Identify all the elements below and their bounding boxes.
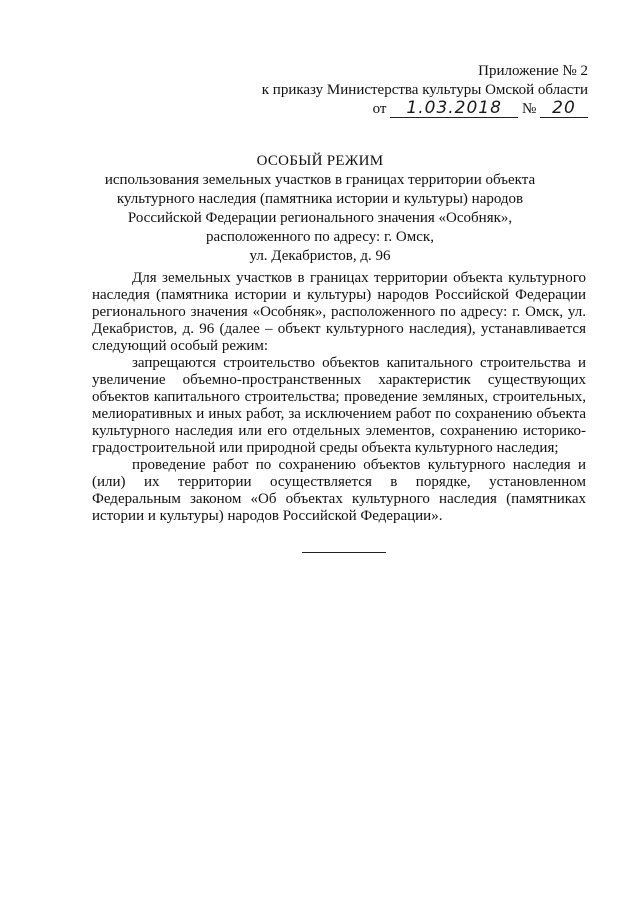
- appendix-number: Приложение № 2: [478, 63, 588, 79]
- body-paragraph-prohibitions: запрещаются строительство объектов капитального строительства и увеличение объемно-пространственных характеристик существующих объектов капитального строительства; проведение земляных, строительных, мелиоративных и иных работ, за исключением работ по сохранению объекта культурного наследия или его отдельных элементов, сохранению историко-градостроительной или природной среды объекта культурного наследия;: [92, 355, 586, 456]
- number-prefix: №: [521, 101, 537, 117]
- order-date-field: [390, 100, 518, 118]
- body-paragraph-conservation: проведение работ по сохранению объектов культурного наследия и (или) их территории осуществляется в порядке, установленном Федеральным законом «Об объектах культурного наследия (памятниках истории и культуры) народов Российской Федерации».: [92, 457, 586, 524]
- title-line-3: Российской Федерации регионального значения «Особняк»,: [127, 210, 513, 226]
- order-date-line: [262, 100, 588, 122]
- date-prefix: от: [372, 101, 387, 117]
- document-body: [92, 270, 586, 525]
- order-number-handwritten: 20: [552, 98, 576, 118]
- document-title: ОСОБЫЙ РЕЖИМ: [256, 153, 384, 169]
- title-line-1: использования земельных участков в границах территории объекта: [104, 172, 536, 188]
- order-number-field: [540, 100, 588, 118]
- title-line-5: ул. Декабристов, д. 96: [249, 248, 391, 264]
- title-line-2: культурного наследия (памятника истории и культуры) народов: [116, 191, 524, 207]
- appendix-header: [262, 62, 588, 122]
- document-title-block: [60, 152, 580, 266]
- title-line-4: расположенного по адресу: г. Омск,: [206, 229, 434, 245]
- body-paragraph-intro: Для земельных участков в границах территории объекта культурного наследия (памятника истории и культуры) народов Российской Федерации регионального значения «Особняк», расположенного по адресу: г. Омск, ул. Декабристов, д. 96 (далее – объект культурного наследия), устанавливается следующий особый режим:: [92, 270, 586, 354]
- order-date-handwritten: 1.03.2018: [406, 98, 502, 118]
- order-reference: к приказу Министерства культуры Омской области: [261, 82, 588, 98]
- end-divider: [302, 552, 386, 553]
